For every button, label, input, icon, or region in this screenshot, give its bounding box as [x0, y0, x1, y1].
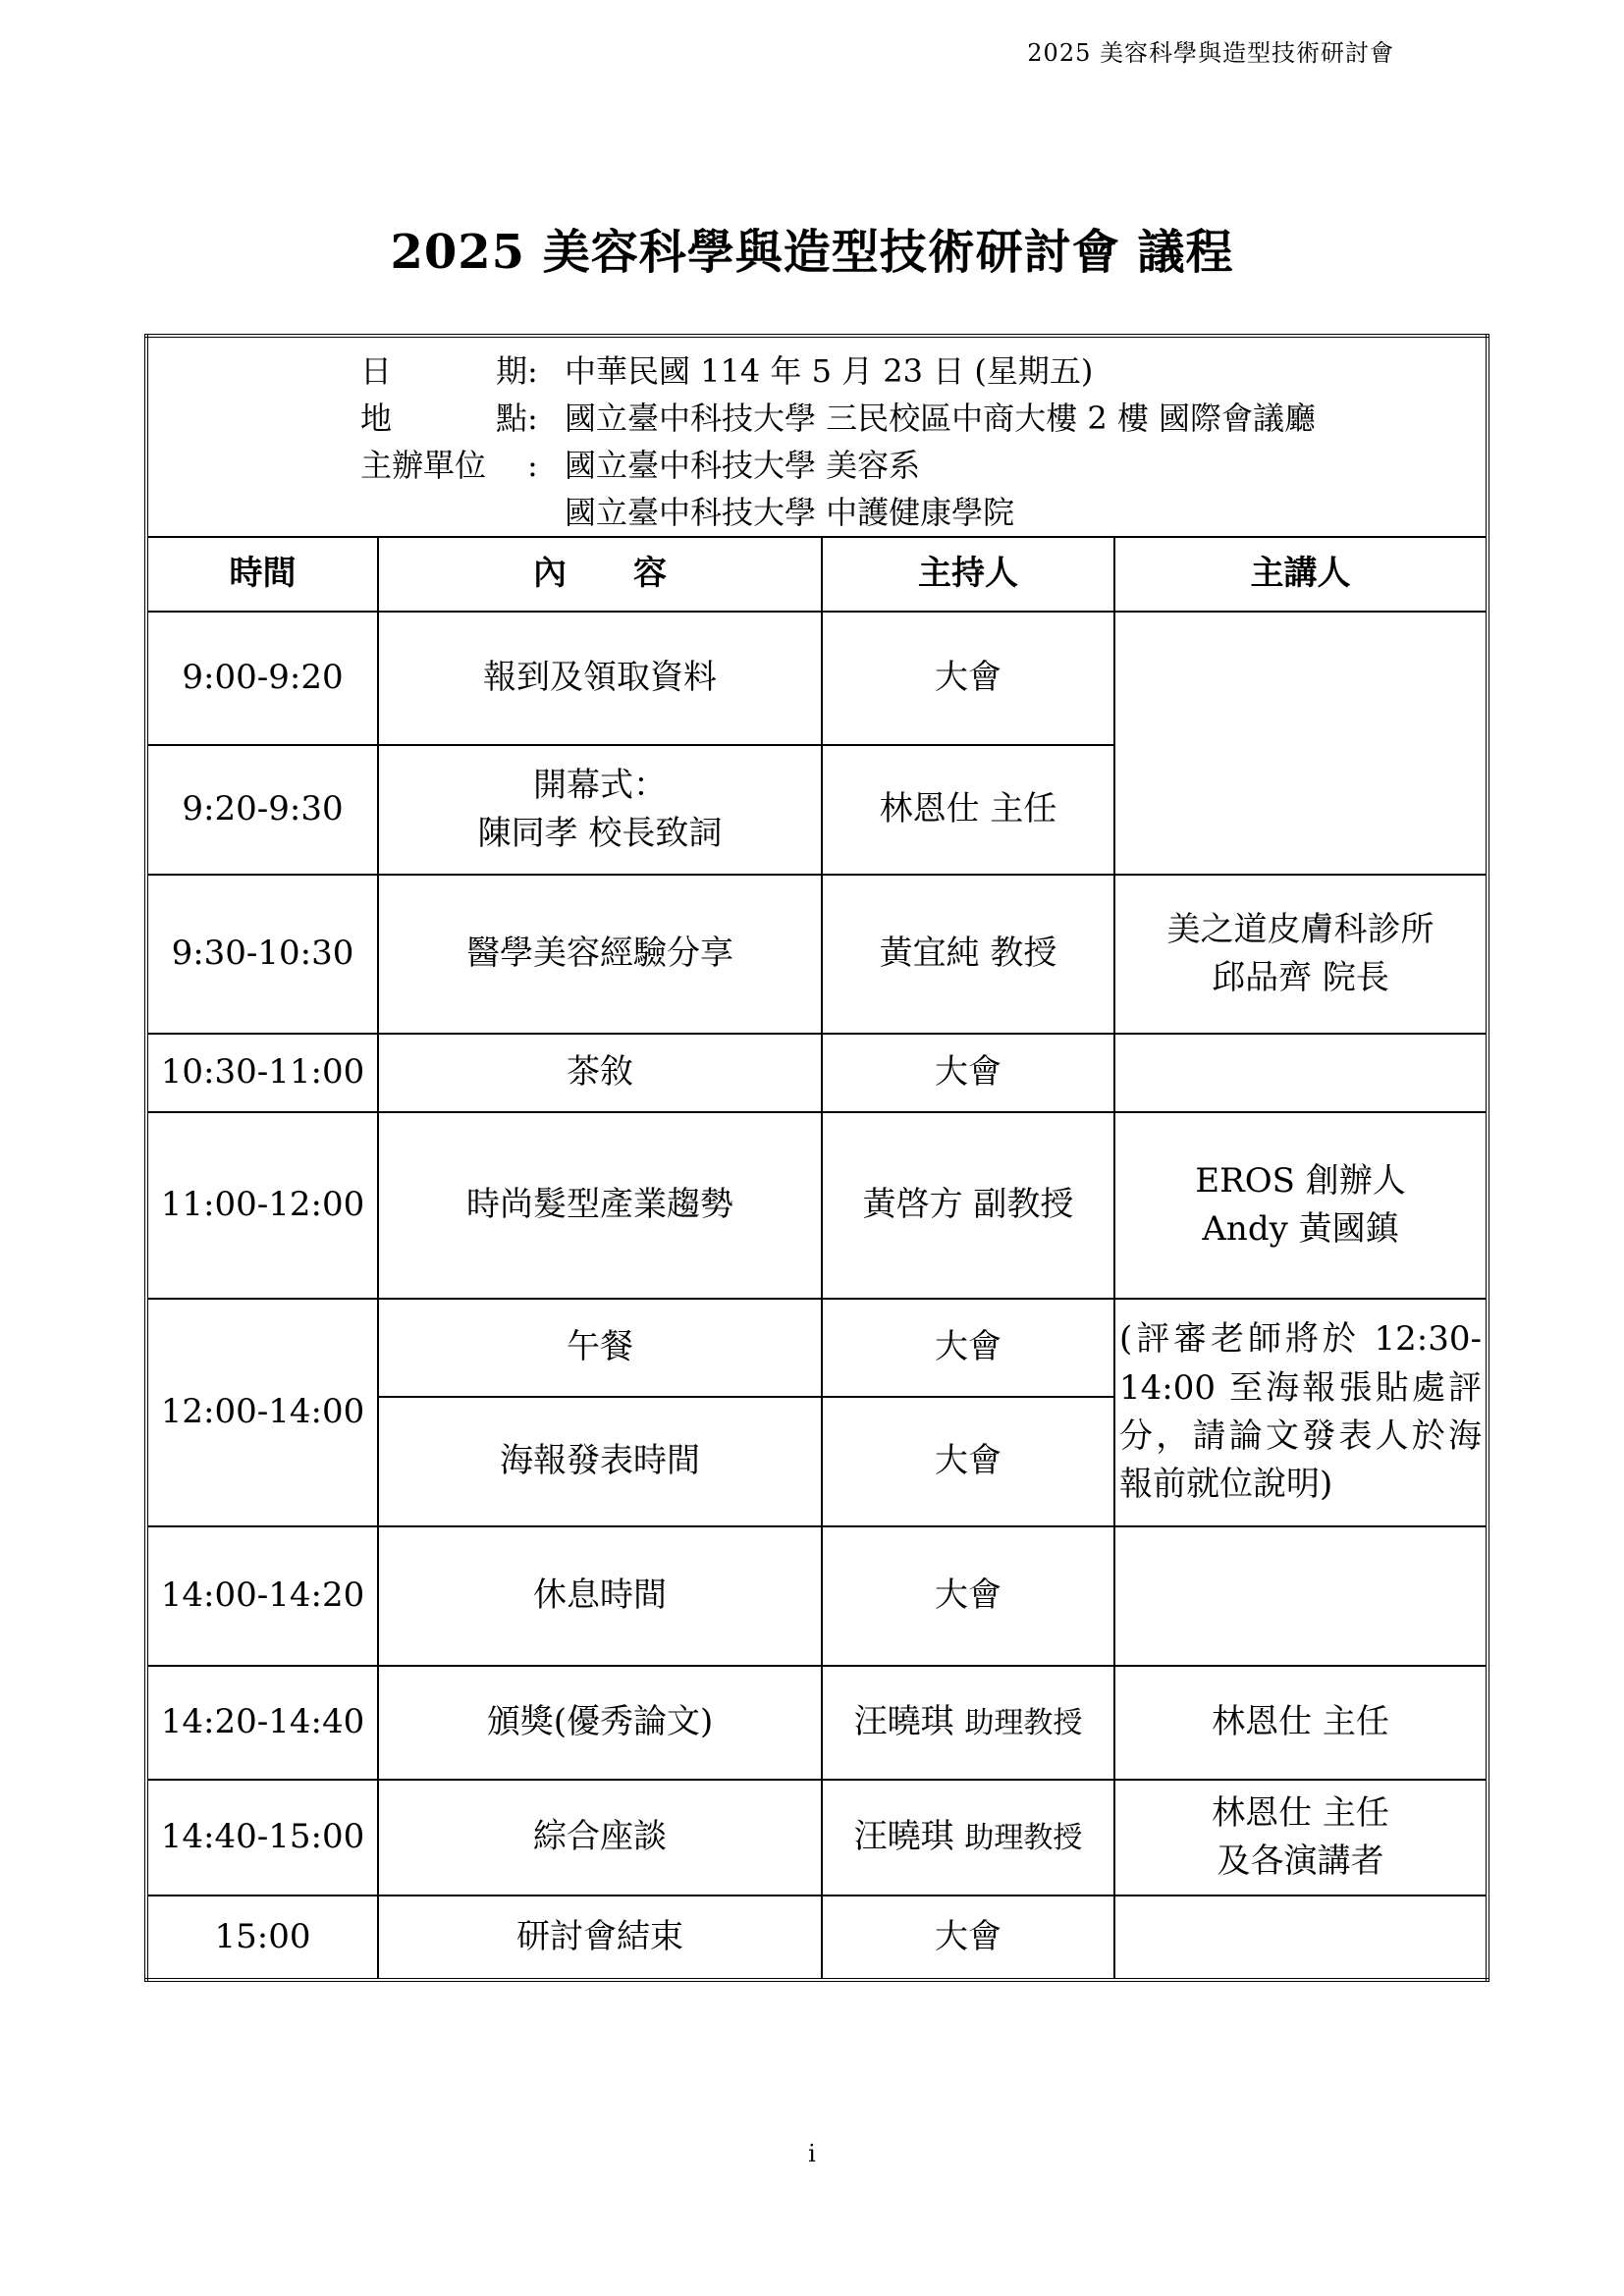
- host-title: 助理教授: [964, 1706, 1083, 1741]
- content-cell: 報到及領取資料: [378, 612, 822, 745]
- header-content: 內 容: [378, 537, 822, 612]
- time-cell: 12:00-14:00: [146, 1299, 378, 1526]
- content-cell: 午餐: [378, 1299, 822, 1397]
- time-cell: 9:00-9:20: [146, 612, 378, 745]
- place-label-char-2: 點: [495, 400, 527, 437]
- speaker-line-1: EROS 創辦人: [1195, 1160, 1406, 1201]
- host-cell: 大會: [822, 1526, 1114, 1666]
- table-row: [146, 612, 1488, 745]
- host-cell: 黃啓方 副教授: [822, 1112, 1114, 1299]
- speaker-line-1: 美之道皮膚科診所: [1166, 909, 1435, 949]
- table-header-row: [146, 537, 1488, 612]
- place-label-char-1: 地: [360, 400, 393, 437]
- place-label: [360, 395, 527, 442]
- host-cell: 大會: [822, 1397, 1114, 1526]
- content-cell: 海報發表時間: [378, 1397, 822, 1526]
- time-cell: 14:00-14:20: [146, 1526, 378, 1666]
- place-value: 國立臺中科技大學 三民校區中商大樓 2 樓 國際會議廳: [565, 400, 1317, 437]
- time-cell: 10:30-11:00: [146, 1034, 378, 1112]
- host-name: 汪曉琪: [853, 1817, 954, 1857]
- speaker-line-1: 林恩仕 主任: [1212, 1792, 1389, 1833]
- host-cell: [822, 1666, 1114, 1780]
- organizer-line: [148, 442, 1486, 489]
- content-line-1: 開幕式：: [533, 765, 667, 805]
- page-title: 2025 美容科學與造型技術研討會 議程: [390, 225, 1234, 280]
- review-note: (評審老師將於 12:30-14:00 至海報張貼處評分，請論文發表人於海報前就位說明): [1114, 1299, 1488, 1526]
- content-cell: 茶敘: [378, 1034, 822, 1112]
- content-cell: 時尚髮型產業趨勢: [378, 1112, 822, 1299]
- date-line: [148, 347, 1486, 395]
- header-host: 主持人: [822, 537, 1114, 612]
- content-cell: 頒獎(優秀論文): [378, 1666, 822, 1780]
- speaker-cell: 林恩仕 主任: [1114, 1666, 1488, 1780]
- table-row: [146, 1666, 1488, 1780]
- time-cell: 14:20-14:40: [146, 1666, 378, 1780]
- info-row: [146, 336, 1488, 537]
- speaker-cell-empty: [1114, 1034, 1488, 1112]
- speaker-cell: [1114, 875, 1488, 1034]
- header-speaker: 主講人: [1114, 537, 1488, 612]
- organizer-colon: :: [527, 447, 538, 484]
- event-info: [146, 336, 1488, 537]
- header-time: 時間: [146, 537, 378, 612]
- time-cell: 14:40-15:00: [146, 1780, 378, 1896]
- table-row: [146, 1299, 1488, 1397]
- organizer-label: 主辦單位: [360, 447, 487, 484]
- speaker-line-2: 邱品齊 院長: [1212, 958, 1389, 997]
- content-cell: 醫學美容經驗分享: [378, 875, 822, 1034]
- date-label: [360, 347, 527, 395]
- organizer-value-1: 國立臺中科技大學 美容系: [565, 447, 921, 484]
- table-row: [146, 875, 1488, 1034]
- organizer-line-2: [148, 489, 1486, 536]
- date-value: 中華民國 114 年 5 月 23 日 (星期五): [565, 352, 1094, 390]
- agenda-table: [144, 334, 1489, 1982]
- content-cell: [378, 745, 822, 875]
- host-name: 汪曉琪: [853, 1702, 954, 1742]
- speaker-line-2: 及各演講者: [1217, 1842, 1384, 1881]
- speaker-cell-empty: [1114, 612, 1488, 875]
- host-cell: 大會: [822, 1299, 1114, 1397]
- table-row: [146, 1896, 1488, 1980]
- table-row: [146, 1034, 1488, 1112]
- time-cell: 9:20-9:30: [146, 745, 378, 875]
- speaker-line-2: Andy 黃國鎮: [1202, 1209, 1399, 1249]
- place-colon: :: [527, 400, 538, 437]
- organizer-value-2: 國立臺中科技大學 中護健康學院: [565, 494, 1015, 531]
- content-cell: 綜合座談: [378, 1780, 822, 1896]
- host-cell: 大會: [822, 1034, 1114, 1112]
- host-cell: 大會: [822, 1896, 1114, 1980]
- host-cell: [822, 1780, 1114, 1896]
- host-cell: 林恩仕 主任: [822, 745, 1114, 875]
- date-colon: :: [527, 352, 538, 390]
- speaker-cell-empty: [1114, 1526, 1488, 1666]
- date-label-char-2: 期: [495, 352, 527, 390]
- place-line: [148, 395, 1486, 442]
- speaker-cell: [1114, 1780, 1488, 1896]
- time-cell: 15:00: [146, 1896, 378, 1980]
- content-cell: 休息時間: [378, 1526, 822, 1666]
- table-row: [146, 1112, 1488, 1299]
- host-cell: 大會: [822, 612, 1114, 745]
- time-cell: 11:00-12:00: [146, 1112, 378, 1299]
- speaker-cell-empty: [1114, 1896, 1488, 1980]
- running-header: 2025 美容科學與造型技術研討會: [1027, 39, 1394, 67]
- time-cell: 9:30-10:30: [146, 875, 378, 1034]
- page-number: i: [808, 2140, 816, 2167]
- content-line-2: 陳同孝 校長致詞: [477, 814, 723, 853]
- table-row: [146, 1780, 1488, 1896]
- date-label-char-1: 日: [360, 352, 393, 390]
- content-cell: 研討會結束: [378, 1896, 822, 1980]
- host-cell: 黃宜純 教授: [822, 875, 1114, 1034]
- host-title: 助理教授: [964, 1821, 1083, 1856]
- table-row: [146, 1526, 1488, 1666]
- speaker-cell: [1114, 1112, 1488, 1299]
